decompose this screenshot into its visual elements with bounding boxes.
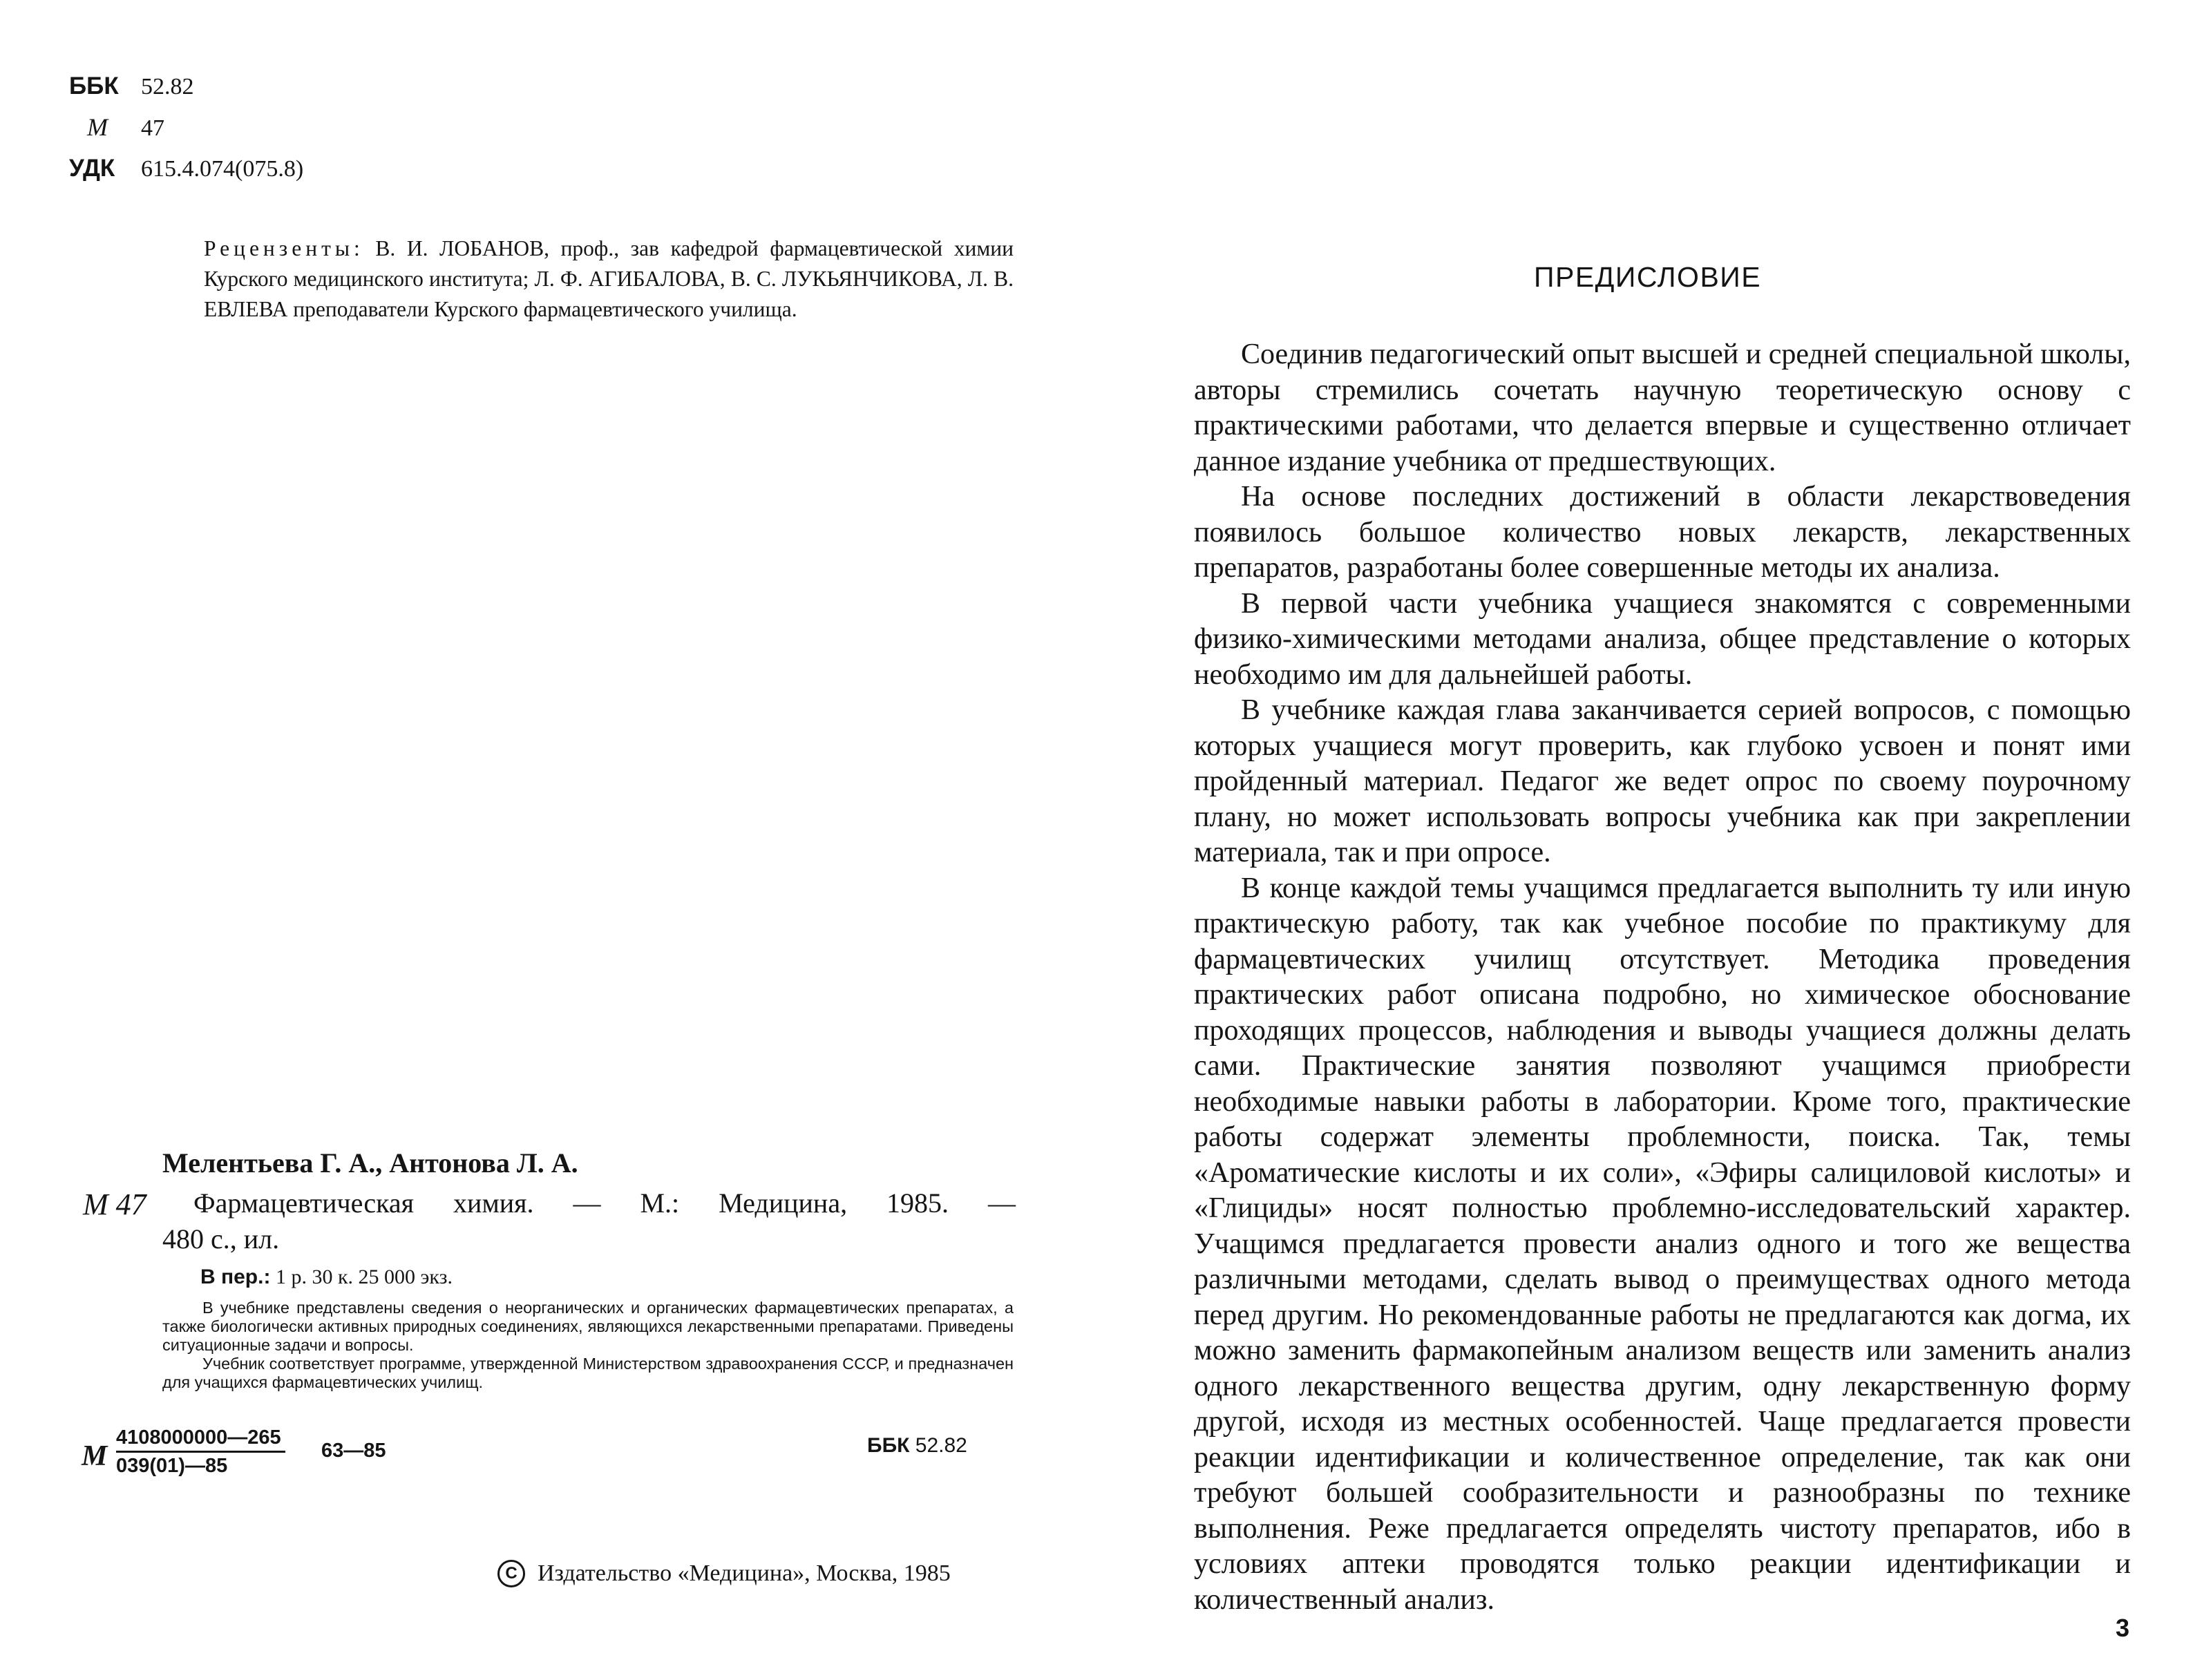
classification-row-bbk: [69, 66, 303, 107]
index-letter: М: [82, 1440, 108, 1472]
index-denominator: 039(01)—85: [116, 1451, 285, 1479]
classification-value: 615.4.074(075.8): [141, 156, 304, 182]
copyright-line: [497, 1560, 951, 1587]
classification-row-m: [69, 107, 303, 149]
classification-code: ББК: [69, 73, 119, 99]
bbk-value: 52.82: [915, 1434, 967, 1457]
bbk-footer: [867, 1434, 967, 1458]
catalog-number: М 47: [83, 1187, 146, 1221]
reviewers-text: В. И. ЛОБАНОВ, проф., зав кафедрой фармацевтической химии Курского медицинского института; Л. Ф. АГИБАЛОВА, В. С. ЛУКЬЯНЧИКОВА, Л. В. ЕВЛЕВА преподаватели Курского фармацевтического училища.: [204, 236, 1014, 321]
reviewers-label: Рецензенты:: [204, 236, 364, 260]
index-fraction: [116, 1424, 285, 1479]
bibliographic-line-2: 480 с., ил.: [162, 1223, 280, 1254]
copyright-text: Издательство «Медицина», Москва, 1985: [538, 1560, 951, 1586]
preface-paragraph: Соединив педагогический опыт высшей и средней специальной школы, авторы стремились сочетать научную теоретическую основу с практическими работами, что делается впервые и существенно отличает данное издание учебника от предшествующих.: [1194, 338, 2131, 477]
reviewers-block: [204, 233, 1014, 325]
classification-value: 52.82: [141, 74, 194, 99]
classification-codes: [69, 66, 303, 189]
price-label: В пер.:: [200, 1266, 271, 1288]
index-suffix: 63—85: [321, 1440, 386, 1462]
index-numerator: 4108000000—265: [116, 1426, 281, 1449]
authors: Мелентьева Г. А., Антонова Л. А.: [162, 1147, 578, 1178]
preface-paragraph: В первой части учебника учащиеся знакомятся с современными физико-химическими методами анализа, общее представление о которых необходимо им для дальнейшей работы.: [1194, 587, 2131, 691]
classification-code: УДК: [69, 155, 115, 182]
bbk-label: ББК: [867, 1434, 910, 1457]
preface-body: [1194, 337, 2131, 1618]
preface-title: ПРЕДИСЛОВИЕ: [1534, 261, 1762, 293]
copyright-icon: C: [497, 1560, 525, 1587]
classification-code: М: [87, 113, 108, 141]
annotation: [162, 1299, 1014, 1392]
preface-paragraph: В конце каждой темы учащимся предлагается выполнить ту или иную практическую работу, так как учебное пособие по практикуму для фармацевтических училищ отсутствует. Методика проведения практических работ описана подробно, но химическое обоснование проходящих процессов, наблюдения и выводы учащиеся должны делать сами. Практические занятия позволяют учащимся приобрести необходимые навыки работы в лаборатории. Кроме того, практические работы содержат элементы проблемности, поиска. Так, темы «Ароматические кислоты и их соли», «Эфиры салициловой кислоты» и «Глициды» носят полностью проблемно-исследовательский характер. Учащимся предлагается провести анализ одного и того же вещества различными методами, сделать вывод о преимуществах одного метода перед другим. Но рекомендованные работы не предлагаются как догма, их можно заменить фармакопейным анализом веществ или заменить анализ одного лекарственного вещества другим, одну лекарственную форму другой, исходя из местных особенностей. Чаще предлагается провести реакции идентификации и количественное определение, так как они требуют большей сообразительности и разнообразны по технике выполнения. Реже предлагается определять чистоту препаратов, ибо в условиях аптеки проводятся только реакции идентификации и количественный анализ.: [1194, 872, 2131, 1616]
page-number: 3: [2116, 1614, 2130, 1642]
preface-paragraph: В учебнике каждая глава заканчивается серией вопросов, с помощью которых учащиеся могут проверить, как глубоко усвоен и понят ими пройденный материал. Педагог же ведет опрос по своему поурочному плану, но может использовать вопросы учебника как при закреплении материала, так и при опросе.: [1194, 694, 2131, 868]
classification-value: 47: [141, 115, 164, 141]
price-line: [200, 1266, 453, 1289]
annotation-paragraph: Учебник соответствует программе, утвержденной Министерством здравоохранения СССР, и предназначен для учащихся фармацевтических училищ.: [162, 1355, 1014, 1391]
price-value: 1 р. 30 к. 25 000 экз.: [275, 1266, 453, 1288]
annotation-paragraph: В учебнике представлены сведения о неорганических и органических фармацевтических препаратах, а также биологически активных природных соединениях, являющихся лекарственными препаратами. Приведены ситуационные задачи и вопросы.: [162, 1299, 1014, 1354]
classification-row-udk: [69, 149, 303, 189]
preface-paragraph: На основе последних достижений в области лекарствоведения появилось большое количество новых лекарств, лекарственных препаратов, разработаны более совершенные методы их анализа.: [1194, 481, 2131, 584]
bibliographic-line-1: Фармацевтическая химия. — М.: Медицина, 1985. —: [193, 1187, 1016, 1219]
